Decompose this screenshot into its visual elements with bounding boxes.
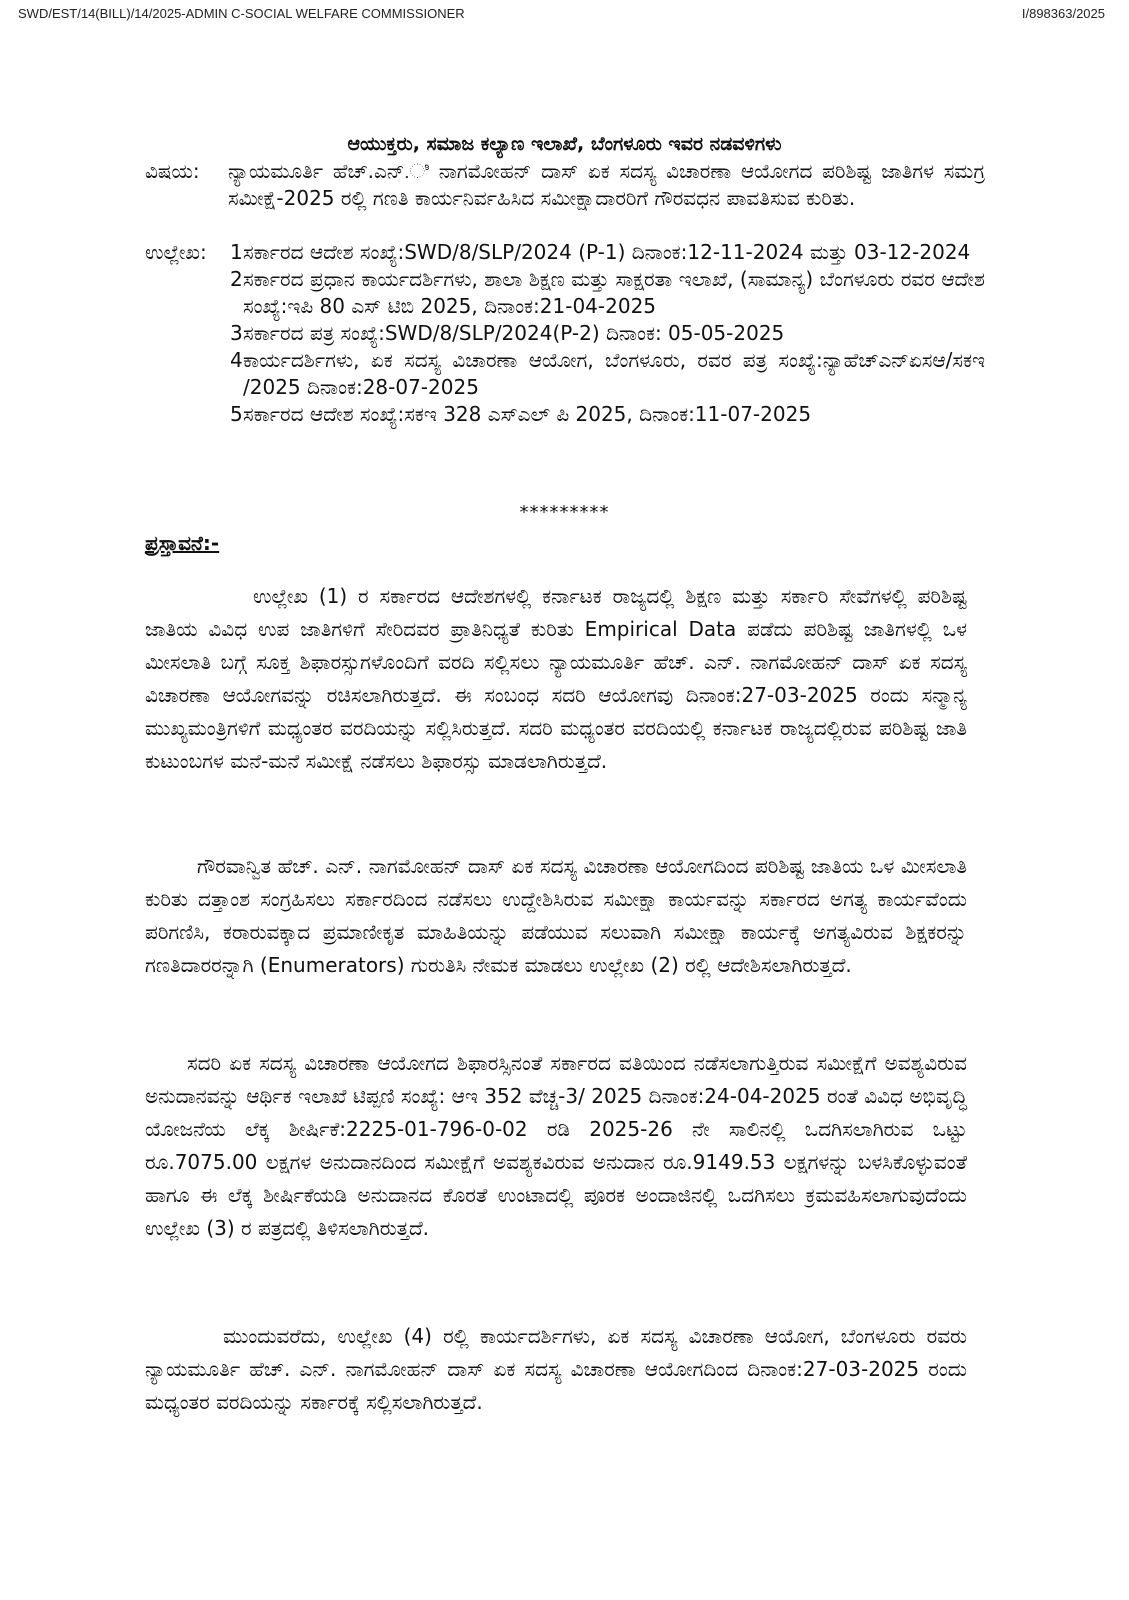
paragraph-3: ಸದರಿ ಏಕ ಸದಸ್ಯ ವಿಚಾರಣಾ ಆಯೋಗದ ಶಿಫಾರಸ್ಸಿನಂತೆ ಸರ್ಕಾರದ ವತಿಯಿಂದ ನಡೆಸಲಾಗುತ್ತಿರುವ ಸಮೀಕ್ಷೆಗೆ ಅವಶ್ಯವಿರುವ ಅನುದಾನವನ್ನು ಆರ್ಥಿಕ ಇಲಾಖೆ ಟಿಪ್ಪಣಿ ಸಂಖ್ಯೆ: ಆಇ 352 ವೆಚ್ಚ-3/ 2025 ದಿನಾಂಕ:24-04-2025 ರಂತೆ ವಿವಿಧ ಅಭಿವೃದ್ಧಿ ಯೋಜನೆಯ ಲೆಕ್ಕ ಶೀರ್ಷಿಕೆ:2225-01-796-0-02 ರಡಿ 2025-26 ನೇ ಸಾಲಿನಲ್ಲಿ ಒದಗಿಸಲಾಗಿರುವ ಒಟ್ಟು ರೂ.7075.00 ಲಕ್ಷಗಳ ಅನುದಾನದಿಂದ ಸಮೀಕ್ಷೆಗೆ ಅವಶ್ಯಕವಿರುವ ಅನುದಾನ ರೂ.9149.53 ಲಕ್ಷಗಳನ್ನು ಬಳಸಿಕೊಳ್ಳುವಂತೆ ಹಾಗೂ ಈ ಲೆಕ್ಕ ಶೀರ್ಷಿಕೆಯಡಿ ಅನುದಾನದ ಕೊರತೆ ಉಂಟಾದಲ್ಲಿ ಪೂರಕ ಅಂದಾಜಿನಲ್ಲಿ ಒದಗಿಸಲು ಕ್ರಮವಹಿಸಲಾಗುವುದೆಂದು ಉಲ್ಲೇಖ (3) ರ ಪತ್ರದಲ್ಲಿ ತಿಳಿಸಲಾಗಿರುತ್ತದೆ.	[145, 1051, 967, 1240]
reference-number: 1	[230, 240, 243, 264]
reference-text: ಸರ್ಕಾರದ ಪತ್ರ ಸಂಖ್ಯೆ:SWD/8/SLP/2024(P-2) ದಿನಾಂಕ: 05-05-2025	[243, 321, 785, 345]
preamble-heading: ಪ್ರಸ್ತಾವನೆ:-	[145, 531, 220, 555]
section-separator: *********	[519, 502, 610, 523]
reference-item	[230, 401, 985, 428]
page-header	[0, 4, 1129, 26]
reference-item	[230, 239, 985, 266]
reference-number: 4	[230, 348, 243, 372]
file-number: SWD/EST/14(BILL)/14/2025-ADMIN C-SOCIAL WELFARE COMMISSIONER	[18, 6, 465, 21]
reference-text: ಕಾರ್ಯದರ್ಶಿಗಳು, ಏಕ ಸದಸ್ಯ ವಿಚಾರಣಾ ಆಯೋಗ, ಬೆಂಗಳೂರು, ರವರ ಪತ್ರ ಸಂಖ್ಯೆ:ನ್ಯಾಹೆಚ್ಎನ್ಏಸಆ/ಸಕಇ /2025 ದಿನಾಂಕ:28-07-2025	[243, 348, 985, 399]
document-title: ಆಯುಕ್ತರು, ಸಮಾಜ ಕಲ್ಯಾಣ ಇಲಾಖೆ, ಬೆಂಗಳೂರು ಇವರ ನಡವಳಿಗಳು	[347, 133, 782, 155]
reference-number: 3	[230, 321, 243, 345]
paragraph-1: ಉಲ್ಲೇಖ (1) ರ ಸರ್ಕಾರದ ಆದೇಶಗಳಲ್ಲಿ ಕರ್ನಾಟಕ ರಾಜ್ಯದಲ್ಲಿ ಶಿಕ್ಷಣ ಮತ್ತು ಸರ್ಕಾರಿ ಸೇವೆಗಳಲ್ಲಿ ಪರಿಶಿಷ್ಟ ಜಾತಿಯ ವಿವಿಧ ಉಪ ಜಾತಿಗಳಿಗೆ ಸೇರಿದವರ ಪ್ರಾತಿನಿಧ್ಯತೆ ಕುರಿತು Empirical Data ಪಡೆದು ಪರಿಶಿಷ್ಟ ಜಾತಿಗಳಲ್ಲಿ ಒಳ ಮೀಸಲಾತಿ ಬಗ್ಗೆ ಸೂಕ್ತ ಶಿಫಾರಸ್ಸುಗಳೊಂದಿಗೆ ವರದಿ ಸಲ್ಲಿಸಲು ನ್ಯಾಯಮೂರ್ತಿ ಹೆಚ್. ಎನ್. ನಾಗಮೋಹನ್ ದಾಸ್ ಏಕ ಸದಸ್ಯ ವಿಚಾರಣಾ ಆಯೋಗವನ್ನು ರಚಿಸಲಾಗಿರುತ್ತದೆ. ಈ ಸಂಬಂಧ ಸದರಿ ಆಯೋಗವು ದಿನಾಂಕ:27-03-2025 ರಂದು ಸನ್ಮಾನ್ಯ ಮುಖ್ಯಮಂತ್ರಿಗಳಿಗೆ ಮಧ್ಯಂತರ ವರದಿಯನ್ನು ಸಲ್ಲಿಸಿರುತ್ತದೆ. ಸದರಿ ಮಧ್ಯಂತರ ವರದಿಯಲ್ಲಿ ಕರ್ನಾಟಕ ರಾಜ್ಯದಲ್ಲಿರುವ ಪರಿಶಿಷ್ಟ ಜಾತಿ ಕುಟುಂಬಗಳ ಮನೆ-ಮನೆ ಸಮೀಕ್ಷೆ ನಡೆಸಲು ಶಿಫಾರಸ್ಸು ಮಾಡಲಾಗಿರುತ್ತದೆ.	[145, 584, 967, 773]
receipt-number: I/898363/2025	[1021, 6, 1105, 21]
reference-number: 5	[230, 402, 243, 426]
references-list	[145, 239, 985, 428]
references-section	[145, 239, 985, 428]
paragraph-4: ಮುಂದುವರೆದು, ಉಲ್ಲೇಖ (4) ರಲ್ಲಿ ಕಾರ್ಯದರ್ಶಿಗಳು, ಏಕ ಸದಸ್ಯ ವಿಚಾರಣಾ ಆಯೋಗ, ಬೆಂಗಳೂರು ರವರು ನ್ಯಾಯಮೂರ್ತಿ ಹೆಚ್. ಎನ್. ನಾಗಮೋಹನ್ ದಾಸ್ ಏಕ ಸದಸ್ಯ ವಿಚಾರಣಾ ಆಯೋಗದಿಂದ ದಿನಾಂಕ:27-03-2025 ರಂದು ಮಧ್ಯಂತರ ವರದಿಯನ್ನು ಸರ್ಕಾರಕ್ಕೆ ಸಲ್ಲಿಸಲಾಗಿರುತ್ತದೆ.	[145, 1324, 967, 1414]
reference-item	[230, 266, 985, 320]
reference-item	[230, 320, 985, 347]
subject-text: ನ್ಯಾಯಮೂರ್ತಿ ಹೆಚ್.ಎನ್.ಿ ನಾಗಮೋಹನ್ ದಾಸ್ ಏಕ ಸದಸ್ಯ ವಿಚಾರಣಾ ಆಯೋಗದ ಪರಿಶಿಷ್ಟ ಜಾತಿಗಳ ಸಮಗ್ರ ಸಮೀಕ್ಷೆ-2025 ರಲ್ಲಿ ಗಣತಿ ಕಾರ್ಯನಿರ್ವಹಿಸಿದ ಸಮೀಕ್ಷಾದಾರರಿಗೆ ಗೌರವಧನ ಪಾವತಿಸುವ ಕುರಿತು.	[228, 159, 985, 210]
reference-text: ಸರ್ಕಾರದ ಆದೇಶ ಸಂಖ್ಯೆ:ಸಕಇ 328 ಎಸ್ಎಲ್ ಪಿ 2025, ದಿನಾಂಕ:11-07-2025	[243, 402, 812, 426]
subject-section	[145, 158, 985, 212]
paragraph-2: ಗೌರವಾನ್ವಿತ ಹೆಚ್. ಎನ್. ನಾಗಮೋಹನ್ ದಾಸ್ ಏಕ ಸದಸ್ಯ ವಿಚಾರಣಾ ಆಯೋಗದಿಂದ ಪರಿಶಿಷ್ಟ ಜಾತಿಯ ಒಳ ಮೀಸಲಾತಿ ಕುರಿತು ದತ್ತಾಂಶ ಸಂಗ್ರಹಿಸಲು ಸರ್ಕಾರದಿಂದ ನಡೆಸಲು ಉದ್ದೇಶಿಸಿರುವ ಸಮೀಕ್ಷಾ ಕಾರ್ಯವನ್ನು ಸರ್ಕಾರದ ಅಗತ್ಯ ಕಾರ್ಯವೆಂದು ಪರಿಗಣಿಸಿ, ಕರಾರುವಕ್ಕಾದ ಪ್ರಮಾಣೀಕೃತ ಮಾಹಿತಿಯನ್ನು ಪಡೆಯುವ ಸಲುವಾಗಿ ಸಮೀಕ್ಷಾ ಕಾರ್ಯಕ್ಕೆ ಅಗತ್ಯವಿರುವ ಶಿಕ್ಷಕರನ್ನು ಗಣತಿದಾರರನ್ನಾಗಿ (Enumerators) ಗುರುತಿಸಿ ನೇಮಕ ಮಾಡಲು ಉಲ್ಲೇಖ (2) ರಲ್ಲಿ ಆದೇಶಿಸಲಾಗಿರುತ್ತದೆ.	[145, 854, 967, 977]
subject-label: ವಿಷಯ:	[145, 159, 200, 183]
reference-text: ಸರ್ಕಾರದ ಆದೇಶ ಸಂಖ್ಯೆ:SWD/8/SLP/2024 (P-1) ದಿನಾಂಕ:12-11-2024 ಮತ್ತು 03-12-2024	[243, 240, 971, 264]
references-label: ಉಲ್ಲೇಖ:	[145, 240, 207, 264]
reference-number: 2	[230, 267, 243, 291]
reference-text: ಸರ್ಕಾರದ ಪ್ರಧಾನ ಕಾರ್ಯದರ್ಶಿಗಳು, ಶಾಲಾ ಶಿಕ್ಷಣ ಮತ್ತು ಸಾಕ್ಷರತಾ ಇಲಾಖೆ, (ಸಾಮಾನ್ಯ) ಬೆಂಗಳೂರು ರವರ ಆದೇಶ ಸಂಖ್ಯೆ:ಇಪಿ 80 ಎಸ್ ಟಿಬಿ 2025, ದಿನಾಂಕ:21-04-2025	[243, 267, 985, 318]
reference-item	[230, 347, 985, 401]
